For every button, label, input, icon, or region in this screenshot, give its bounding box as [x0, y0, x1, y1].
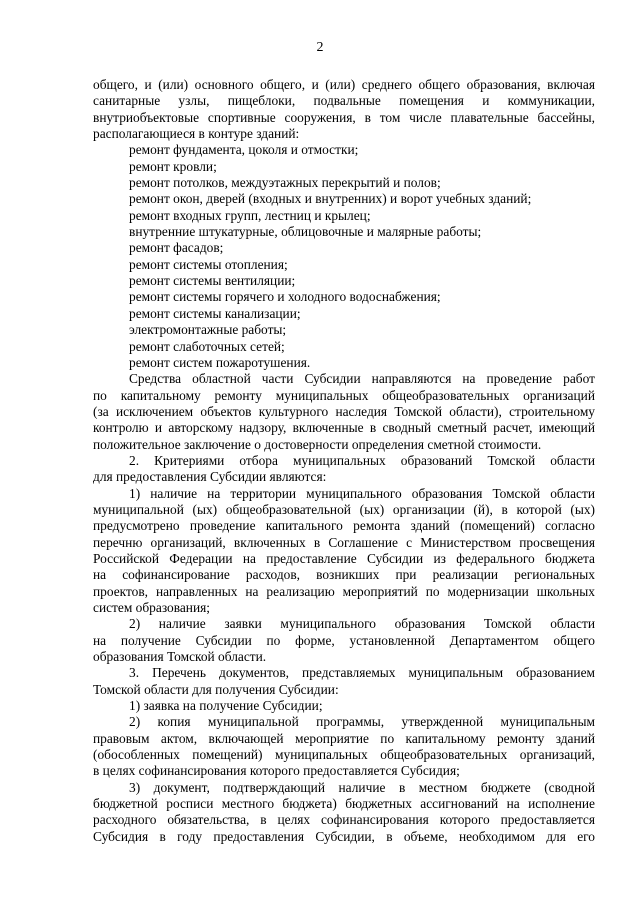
text-line: ремонт фасадов;: [129, 240, 224, 256]
text-line: на получение Субсидии по форме, установленной Департаментом общего: [93, 632, 595, 648]
text-line: (обособленных помещений) муниципальных общеобразовательных организаций,: [93, 747, 595, 763]
text-line: 1) заявка на получение Субсидии;: [129, 698, 323, 714]
text-line: 2. Критериями отбора муниципальных образований Томской области: [129, 452, 595, 468]
text-line: 1) наличие на территории муниципального образования Томской области: [129, 485, 595, 501]
text-line: на софинансирование расходов, возникших при реализации региональных: [93, 567, 595, 583]
text-line: проектов, направленных на реализацию мероприятий по модернизации школьных: [93, 583, 595, 599]
text-line: Средства областной части Субсидии направляются на проведение работ: [129, 371, 595, 387]
text-line: внутриобъектовые спортивные сооружения, в том числе плавательные бассейны,: [93, 109, 595, 125]
text-line: электромонтажные работы;: [129, 322, 287, 338]
text-line: контролю и авторскому надзору, включенные в сводный сметный расчет, имеющий: [93, 420, 595, 436]
document-body: [93, 77, 595, 845]
text-line: 2) наличие заявки муниципального образования Томской области: [129, 616, 595, 632]
text-line: санитарные узлы, пищеблоки, подвальные помещения и коммуникации,: [93, 93, 595, 109]
text-line: общего, и (или) основного общего, и (или) среднего общего образования, включая: [93, 77, 595, 92]
text-line: ремонт системы канализации;: [129, 305, 301, 321]
text-line: перечню организаций, включенных в Соглашение с Министерством просвещения: [93, 534, 595, 550]
text-line: бюджетной росписи местного бюджета) бюджетных ассигнований на исполнение: [93, 796, 595, 812]
text-line: систем образования;: [93, 600, 211, 615]
text-line: предусмотрено проведение капитального ремонта зданий (помещений) согласно: [93, 518, 595, 534]
page-number: 2: [316, 40, 324, 55]
text-line: располагающиеся в контуре зданий:: [93, 126, 300, 142]
text-line: ремонт систем пожаротушения.: [129, 354, 311, 370]
text-line: для предоставления Субсидии являются:: [93, 469, 327, 485]
text-line: по капитальному ремонту муниципальных общеобразовательных организаций: [93, 387, 595, 403]
text-line: образования Томской области.: [93, 649, 267, 665]
text-line: положительное заключение о достоверности определения сметной стоимости.: [93, 436, 542, 452]
text-line: Субсидия в году предоставления Субсидии, в объеме, необходимом для его: [93, 828, 595, 844]
text-line: Томской области для получения Субсидии:: [93, 681, 339, 697]
text-line: ремонт фундамента, цоколя и отмостки;: [129, 142, 359, 158]
text-line: ремонт системы отопления;: [129, 256, 288, 272]
text-line: ремонт системы горячего и холодного водоснабжения;: [129, 289, 441, 305]
text-line: внутренние штукатурные, облицовочные и малярные работы;: [129, 224, 482, 240]
text-line: 3) документ, подтверждающий наличие в местном бюджете (сводной: [129, 779, 595, 795]
text-line: ремонт слаботочных сетей;: [129, 338, 285, 354]
text-line: правовым актом, включающей мероприятие по капитальному ремонту зданий: [93, 730, 595, 746]
text-line: ремонт кровли;: [129, 158, 217, 174]
text-line: ремонт потолков, междуэтажных перекрытий и полов;: [129, 175, 441, 191]
text-line: ремонт окон, дверей (входных и внутренних) и ворот учебных зданий;: [129, 191, 532, 207]
text-line: муниципальной (ых) общеобразовательной (ых) организации (й), в которой (ых): [93, 501, 595, 517]
text-line: ремонт входных групп, лестниц и крылец;: [129, 207, 371, 223]
text-line: в целях софинансирования которого предоставляется Субсидия;: [93, 763, 460, 779]
text-line: расходного обязательства, в целях софинансирования которого предоставляется: [93, 812, 595, 828]
text-line: 3. Перечень документов, представляемых муниципальным образованием: [129, 665, 595, 681]
text-line: 2) копия муниципальной программы, утвержденной муниципальным: [129, 714, 595, 730]
text-line: ремонт системы вентиляции;: [129, 273, 296, 289]
text-line: (за исключением объектов культурного наследия Томской области), строительному: [93, 403, 595, 419]
text-line: Российской Федерации на предоставление Субсидии из федерального бюджета: [93, 550, 595, 566]
